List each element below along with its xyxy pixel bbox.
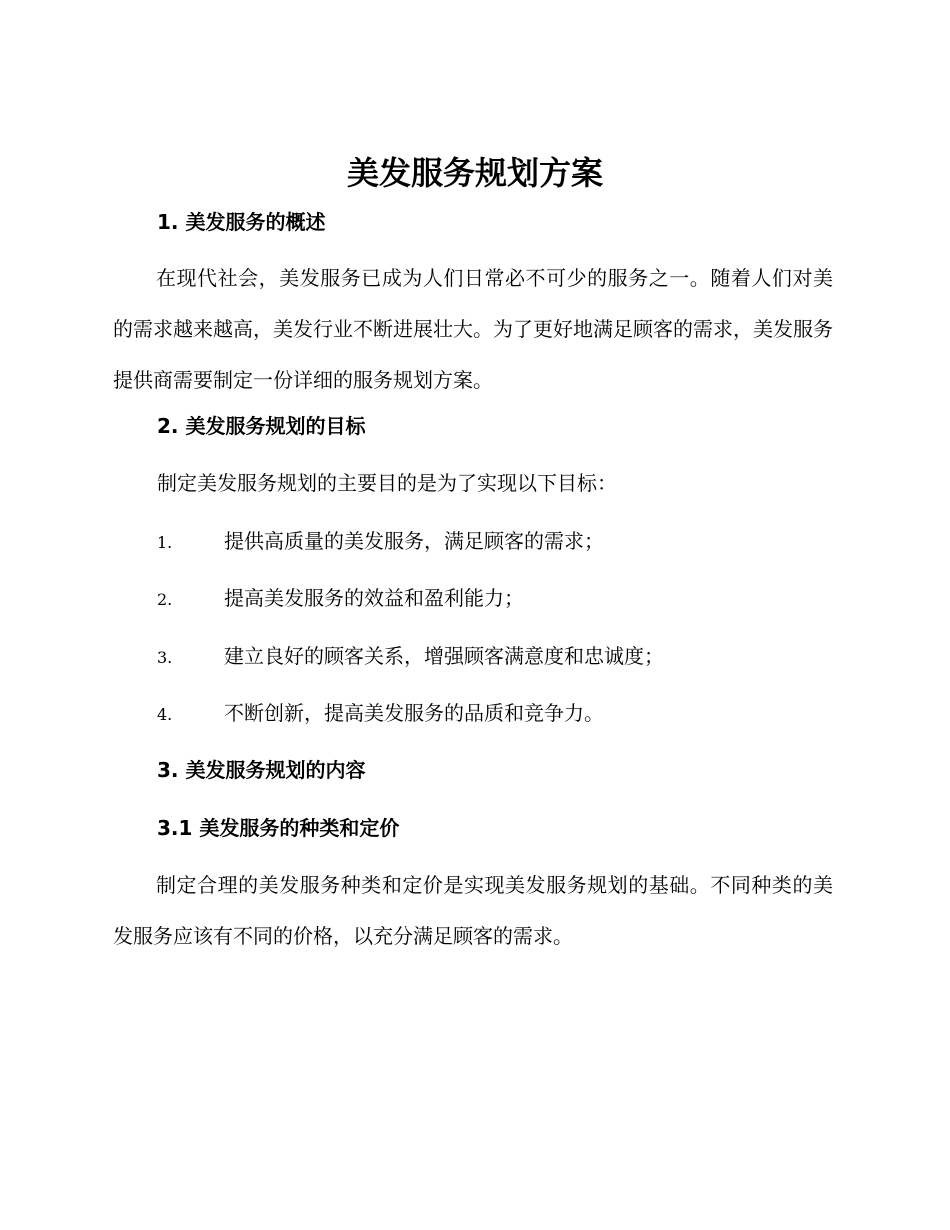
list-item-number: 2. (157, 590, 173, 609)
section-3-heading: 3. 美发服务规划的内容 (157, 758, 366, 782)
section-1-heading: 1. 美发服务的概述 (157, 210, 326, 234)
list-item-number: 4. (157, 705, 173, 724)
list-item-text: 提供高质量的美发服务，满足顾客的需求； (224, 529, 604, 553)
list-item-text: 不断创新，提高美发服务的品质和竞争力。 (224, 701, 604, 725)
section-2-intro: 制定美发服务规划的主要目的是为了实现以下目标： (157, 471, 617, 495)
subsection-3-1-heading: 3.1 美发服务的种类和定价 (157, 816, 400, 840)
document-title: 美发服务规划方案 (346, 154, 603, 192)
section-2-heading: 2. 美发服务规划的目标 (157, 414, 366, 438)
list-item-number: 3. (157, 648, 173, 667)
subsection-3-1-paragraph: 制定合理的美发服务种类和定价是实现美发服务规划的基础。不同种类的美发服务应该有不同的价格，以充分满足顾客的需求。 (113, 873, 833, 948)
list-item-number: 1. (157, 533, 173, 552)
list-item-text: 建立良好的顾客关系，增强顾客满意度和忠诚度； (224, 644, 664, 668)
list-item-text: 提高美发服务的效益和盈利能力； (224, 586, 524, 610)
section-1-paragraph: 在现代社会，美发服务已成为人们日常必不可少的服务之一。随着人们对美的需求越来越高，美发行业不断进展壮大。为了更好地满足顾客的需求，美发服务提供商需要制定一份详细的服务规划方案。 (113, 266, 833, 392)
